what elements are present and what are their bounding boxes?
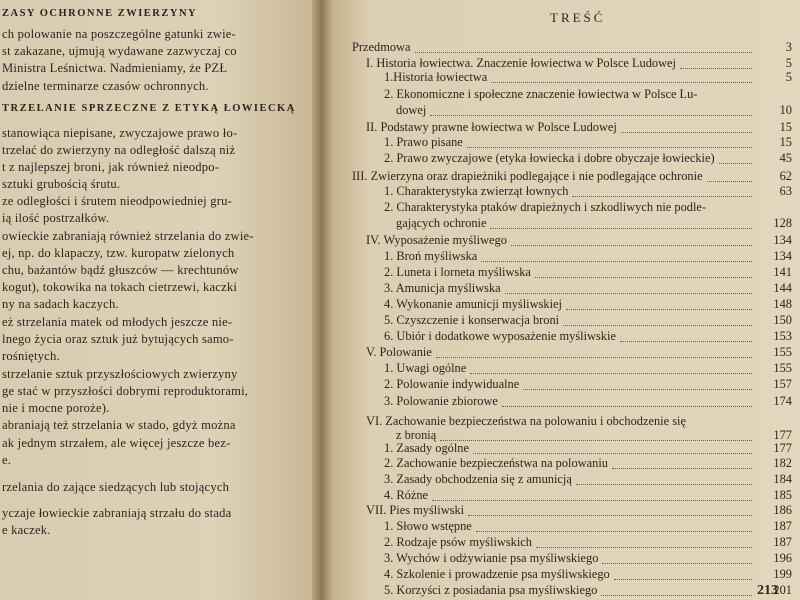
toc-leader-dots	[468, 514, 752, 516]
toc-entry: z bronią	[396, 428, 437, 442]
toc-page-number: 187	[773, 535, 792, 549]
toc-page-number: 177	[773, 428, 792, 442]
toc-page-number: 174	[773, 394, 792, 408]
toc-entry: 1. Uwagi ogólne	[384, 361, 467, 375]
toc-page-number: 45	[779, 151, 792, 165]
toc-entry: 2. Zachowanie bezpieczeństwa na polowaniu	[384, 456, 608, 470]
toc-entry: 6. Ubiór i dodatkowe wyposażenie myśliwskie	[384, 329, 616, 343]
left-text-line: kogut), tokowika na tokach cietrzewi, kaczki	[2, 280, 238, 294]
left-text-line: trzelać do zwierzyny na odległość dalszą niż	[2, 143, 236, 157]
toc-leader-dots	[467, 146, 752, 148]
toc-page-number: 128	[773, 216, 792, 230]
toc-entry: 4. Wykonanie amunicji myśliwskiej	[384, 297, 562, 311]
toc-leader-dots	[470, 372, 752, 374]
toc-entry: 2. Prawo zwyczajowe (etyka łowiecka i dobre obyczaje łowieckie)	[384, 151, 715, 165]
toc-page-number: 155	[773, 345, 792, 359]
left-text-line: dzielne terminarze czasów ochronnych.	[2, 79, 209, 93]
toc-leader-dots	[614, 578, 752, 580]
toc-entry: IV. Wyposażenie myśliwego	[366, 233, 507, 247]
toc-page-number: 10	[779, 103, 792, 117]
left-text-line: e kaczek.	[2, 523, 51, 537]
toc-title: TREŚĆ	[550, 10, 606, 25]
toc-leader-dots	[719, 162, 752, 164]
toc-page-number: 3	[785, 40, 792, 54]
toc-entry: 4. Szkolenie i prowadzenie psa myśliwskiego	[384, 567, 610, 581]
toc-page-number: 5	[785, 70, 792, 84]
toc-page-number: 199	[773, 567, 792, 581]
toc-page-number: 157	[773, 377, 792, 391]
toc-entry: 5. Korzyści z posiadania psa myśliwskiego	[384, 583, 598, 597]
toc-leader-dots	[502, 405, 752, 407]
toc-leader-dots	[707, 180, 752, 182]
toc-leader-dots	[481, 260, 752, 262]
toc-leader-dots	[430, 114, 752, 116]
toc-leader-dots	[601, 594, 752, 596]
toc-entry: 3. Zasady obchodzenia się z amunicją	[384, 472, 572, 486]
toc-leader-dots	[505, 292, 752, 294]
toc-entry: VII. Pies myśliwski	[366, 503, 465, 517]
toc-entry: 1. Prawo pisane	[384, 135, 463, 149]
toc-leader-dots	[415, 51, 752, 53]
toc-entry: Przedmowa	[352, 40, 411, 54]
left-text-line: sztuki grubością śrutu.	[2, 177, 121, 191]
toc-leader-dots	[602, 562, 752, 564]
toc-leader-dots	[476, 530, 752, 532]
toc-leader-dots	[572, 195, 752, 197]
toc-page-number: 141	[773, 265, 792, 279]
left-text-line: rzelania do zające siedzących lub stojących	[2, 480, 230, 494]
toc-page-number: 134	[773, 233, 792, 247]
left-text-line: ch polowanie na poszczególne gatunki zwie-	[2, 27, 236, 41]
toc-leader-dots	[535, 276, 752, 278]
left-text-line: lnego życia oraz sztuk już bytujących samo-	[2, 332, 234, 346]
toc-leader-dots	[432, 499, 752, 501]
toc-entry: VI. Zachowanie bezpieczeństwa na polowaniu i obchodzenie się	[366, 414, 686, 428]
left-text-line: stanowiąca niepisane, zwyczajowe prawo ło-	[2, 126, 238, 140]
toc-page-number: 182	[773, 456, 792, 470]
toc-page-number: 15	[779, 120, 792, 134]
toc-leader-dots	[612, 467, 752, 469]
toc-entry: III. Zwierzyna oraz drapieżniki podlegające i nie podlegające ochronie	[352, 169, 703, 183]
left-text-line: st zakazane, ujmują wydawane zazwyczaj co	[2, 44, 237, 58]
toc-page-number: 5	[785, 56, 792, 70]
toc-page-number: 62	[779, 169, 792, 183]
left-text-line: ny na sadach kaczych.	[2, 297, 119, 311]
toc-entry: 1. Zasady ogólne	[384, 441, 469, 455]
toc-leader-dots	[491, 81, 752, 83]
toc-entry: 1. Słowo wstępne	[384, 519, 472, 533]
toc-page-number: 177	[773, 441, 792, 455]
left-text-line: nie i mocne poroże).	[2, 401, 110, 415]
toc-leader-dots	[523, 388, 752, 390]
toc-leader-dots	[490, 227, 752, 229]
toc-entry: 4. Różne	[384, 488, 429, 502]
left-text-line: ge stać w przyszłości dobrymi reproduktorami,	[2, 384, 249, 398]
toc-page-number: 63	[779, 184, 792, 198]
toc-entry: 1. Charakterystyka zwierząt łownych	[384, 184, 569, 198]
toc-leader-dots	[536, 546, 752, 548]
left-text-line: strzelanie sztuk przyszłościowych zwierzyny	[2, 367, 238, 381]
toc-entry: 2. Ekonomiczne i społeczne znaczenie łowiectwa w Polsce Lu-	[384, 87, 698, 101]
left-text-line: rośniętych.	[2, 349, 60, 363]
left-text-line: ze odległości i śrutem nieodpowiedniej gru-	[2, 194, 232, 208]
toc-entry: 1. Broń myśliwska	[384, 249, 478, 263]
left-page	[0, 0, 312, 600]
toc-entry: 3. Amunicja myśliwska	[384, 281, 501, 295]
toc-entry: 2. Rodzaje psów myśliwskich	[384, 535, 532, 549]
left-text-line: owieckie zabraniają również strzelania do zwie-	[2, 229, 254, 243]
toc-page-number: 153	[773, 329, 792, 343]
toc-page-number: 187	[773, 519, 792, 533]
left-text-line: Ministra Leśnictwa. Nadmieniamy, że PZŁ	[2, 61, 228, 75]
left-text-line: chu, bażantów bądź głuszców — krechtunów	[2, 263, 239, 277]
toc-page-number: 184	[773, 472, 792, 486]
toc-page-number: 134	[773, 249, 792, 263]
toc-entry: 3. Wychów i odżywianie psa myśliwskiego	[384, 551, 599, 565]
left-text-line: ią ilość postrzałków.	[2, 211, 110, 225]
left-text-line: ej, np. do klapaczy, tzw. kuropatw zielonych	[2, 246, 235, 260]
toc-entry: gających ochronie	[396, 216, 487, 230]
toc-entry: dowej	[396, 103, 427, 117]
toc-leader-dots	[620, 340, 752, 342]
left-text-line: abraniają też strzelania w stado, gdyż można	[2, 418, 236, 432]
toc-page-number: 201	[773, 583, 792, 597]
toc-entry: 2. Luneta i lorneta myśliwska	[384, 265, 531, 279]
toc-page-number: 196	[773, 551, 792, 565]
toc-entry: 2. Charakterystyka ptaków drapieżnych i szkodliwych nie podle-	[384, 200, 707, 214]
toc-page-number: 144	[773, 281, 792, 295]
left-text-line: ak jednym strzałem, ale więcej jeszcze bez-	[2, 436, 231, 450]
toc-entry: I. Historia łowiectwa. Znaczenie łowiectwa w Polsce Ludowej	[366, 56, 677, 70]
toc-entry: 2. Polowanie indywidualne	[384, 377, 520, 391]
left-heading-protection: ZASY OCHRONNE ZWIERZYNY	[2, 8, 198, 19]
toc-entry: 3. Polowanie zbiorowe	[384, 394, 498, 408]
left-heading-ethics: TRZELANIE SPRZECZNE Z ETYKĄ ŁOWIECKĄ	[2, 103, 296, 114]
toc-leader-dots	[621, 131, 752, 133]
toc-entry: V. Polowanie	[366, 345, 432, 359]
toc-page-number: 186	[773, 503, 792, 517]
toc-entry: 1.Historia łowiectwa	[384, 70, 488, 84]
toc-leader-dots	[440, 439, 752, 441]
toc-leader-dots	[473, 452, 752, 454]
toc-leader-dots	[576, 483, 752, 485]
toc-leader-dots	[566, 308, 752, 310]
toc-leader-dots	[680, 67, 752, 69]
toc-leader-dots	[563, 324, 752, 326]
toc-entry: 5. Czyszczenie i konserwacja broni	[384, 313, 560, 327]
toc-page-number: 15	[779, 135, 792, 149]
toc-leader-dots	[436, 356, 752, 358]
toc-page-number: 185	[773, 488, 792, 502]
left-text-line: t z najlepszej broni, jak również nieodpo-	[2, 160, 220, 174]
toc-entry: II. Podstawy prawne łowiectwa w Polsce Ludowej	[366, 120, 617, 134]
page-number: 213	[757, 583, 778, 598]
left-text-line: yczaje łowieckie zabraniają strzału do stada	[2, 506, 232, 520]
toc-page-number: 150	[773, 313, 792, 327]
left-text-line: eż strzelania matek od młodych jeszcze nie-	[2, 315, 233, 329]
toc-page-number: 148	[773, 297, 792, 311]
left-text-line: e.	[2, 453, 12, 467]
toc-page-number: 155	[773, 361, 792, 375]
toc-leader-dots	[511, 244, 752, 246]
book-gutter	[312, 0, 334, 600]
